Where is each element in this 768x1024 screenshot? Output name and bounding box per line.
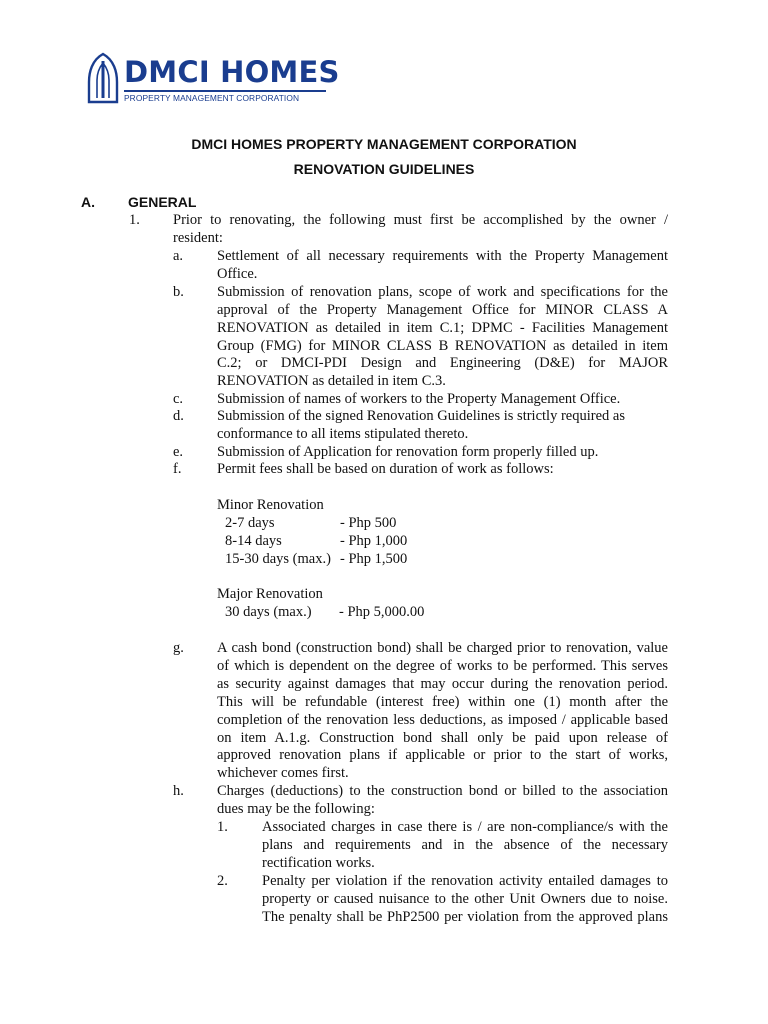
fee-amount: - Php 5,000.00 bbox=[339, 604, 425, 620]
subitem-letter: e. bbox=[173, 444, 184, 460]
subitem-text-line: Group (FMG) for MINOR CLASS B RENOVATION as detailed in item bbox=[217, 338, 668, 354]
subitem-letter: d. bbox=[173, 408, 184, 424]
subitem-text-line: RENOVATION as detailed in item C.3. bbox=[217, 373, 446, 389]
section-letter: A. bbox=[81, 194, 95, 210]
fee-table-title-minor: Minor Renovation bbox=[217, 497, 324, 513]
subitem-letter: a. bbox=[173, 248, 184, 264]
subitem-text-line: A cash bond (construction bond) shall be charged prior to renovation, value bbox=[217, 640, 668, 656]
nested-item-text-line: Associated charges in case there is / are non-compliance/s with the bbox=[262, 819, 668, 835]
subitem-text-line: Settlement of all necessary requirements with the Property Management bbox=[217, 248, 668, 264]
item-number: 1. bbox=[129, 212, 140, 228]
subitem-text-line: dues may be the following: bbox=[217, 801, 375, 817]
subitem-letter: g. bbox=[173, 640, 184, 656]
subitem-text-line: Permit fees shall be based on duration of work as follows: bbox=[217, 461, 554, 477]
fee-days: 30 days (max.) bbox=[225, 604, 312, 620]
subitem-text-line: RENOVATION as detailed in item C.1; DPMC - Facilities Management bbox=[217, 320, 668, 336]
logo-emblem-icon bbox=[86, 52, 120, 106]
fee-table-title-major: Major Renovation bbox=[217, 586, 323, 602]
fee-amount: - Php 1,500 bbox=[340, 551, 408, 567]
nested-item-number: 1. bbox=[217, 819, 228, 835]
subitem-text-line: This will be refundable (interest free) within one (1) month after the bbox=[217, 694, 668, 710]
subitem-letter: h. bbox=[173, 783, 184, 799]
subitem-text-line: Charges (deductions) to the construction bond or billed to the association bbox=[217, 783, 668, 799]
subitem-text-line: Submission of the signed Renovation Guidelines is strictly required as bbox=[217, 408, 625, 424]
subitem-letter: b. bbox=[173, 284, 184, 300]
item-text-line: Prior to renovating, the following must first be accomplished by the owner / bbox=[173, 212, 668, 228]
subitem-text-line: Office. bbox=[217, 266, 258, 282]
nested-item-text-line: plans and requirements and in the absence of the necessary bbox=[262, 837, 668, 853]
fee-days: 15-30 days (max.) bbox=[225, 551, 331, 567]
subitem-letter: c. bbox=[173, 391, 184, 407]
fee-days: 2-7 days bbox=[225, 515, 275, 531]
fee-amount: - Php 500 bbox=[340, 515, 397, 531]
subitem-text-line: completion of the renovation less deductions, as imposed / applicable based bbox=[217, 712, 668, 728]
subitem-text-line: Submission of Application for renovation form properly filled up. bbox=[217, 444, 599, 460]
company-logo bbox=[86, 52, 340, 106]
document-title: DMCI HOMES PROPERTY MANAGEMENT CORPORATION bbox=[191, 136, 577, 152]
subitem-letter: f. bbox=[173, 461, 182, 477]
subitem-text-line: approval of the Property Management Office for MINOR CLASS A bbox=[217, 302, 668, 318]
fee-days: 8-14 days bbox=[225, 533, 282, 549]
logo-name: DMCI HOMES bbox=[124, 55, 340, 89]
nested-item-text-line: property or caused nuisance to the other Unit Owners due to noise. bbox=[262, 891, 668, 907]
nested-item-text-line: The penalty shall be PhP2500 per violation from the approved plans bbox=[262, 909, 668, 925]
subitem-text-line: C.2; or DMCI-PDI Design and Engineering (D&E) for MAJOR bbox=[217, 355, 668, 371]
logo-divider bbox=[124, 90, 326, 92]
fee-amount: - Php 1,000 bbox=[340, 533, 408, 549]
subitem-text-line: conformance to all items stipulated thereto. bbox=[217, 426, 469, 442]
subitem-text-line: Submission of names of workers to the Property Management Office. bbox=[217, 391, 621, 407]
document-subtitle: RENOVATION GUIDELINES bbox=[293, 161, 475, 177]
subitem-text-line: whichever comes first. bbox=[217, 765, 349, 781]
nested-item-number: 2. bbox=[217, 873, 228, 889]
subitem-text-line: of which is dependent on the degree of works to be performed. This serves bbox=[217, 658, 668, 674]
subitem-text-line: Submission of renovation plans, scope of work and specifications for the bbox=[217, 284, 668, 300]
nested-item-text-line: Penalty per violation if the renovation activity entailed damages to bbox=[262, 873, 668, 889]
item-text-line: resident: bbox=[173, 230, 223, 246]
subitem-text-line: as security against damages that may occur during the renovation period. bbox=[217, 676, 668, 692]
nested-item-text-line: rectification works. bbox=[262, 855, 375, 871]
logo-subtitle: PROPERTY MANAGEMENT CORPORATION bbox=[124, 93, 300, 103]
subitem-text-line: approved renovation plans if applicable or prior to the start of works, bbox=[217, 747, 668, 763]
section-heading: GENERAL bbox=[128, 194, 197, 210]
subitem-text-line: on item A.1.g. Construction bond shall only be paid upon release of bbox=[217, 730, 668, 746]
